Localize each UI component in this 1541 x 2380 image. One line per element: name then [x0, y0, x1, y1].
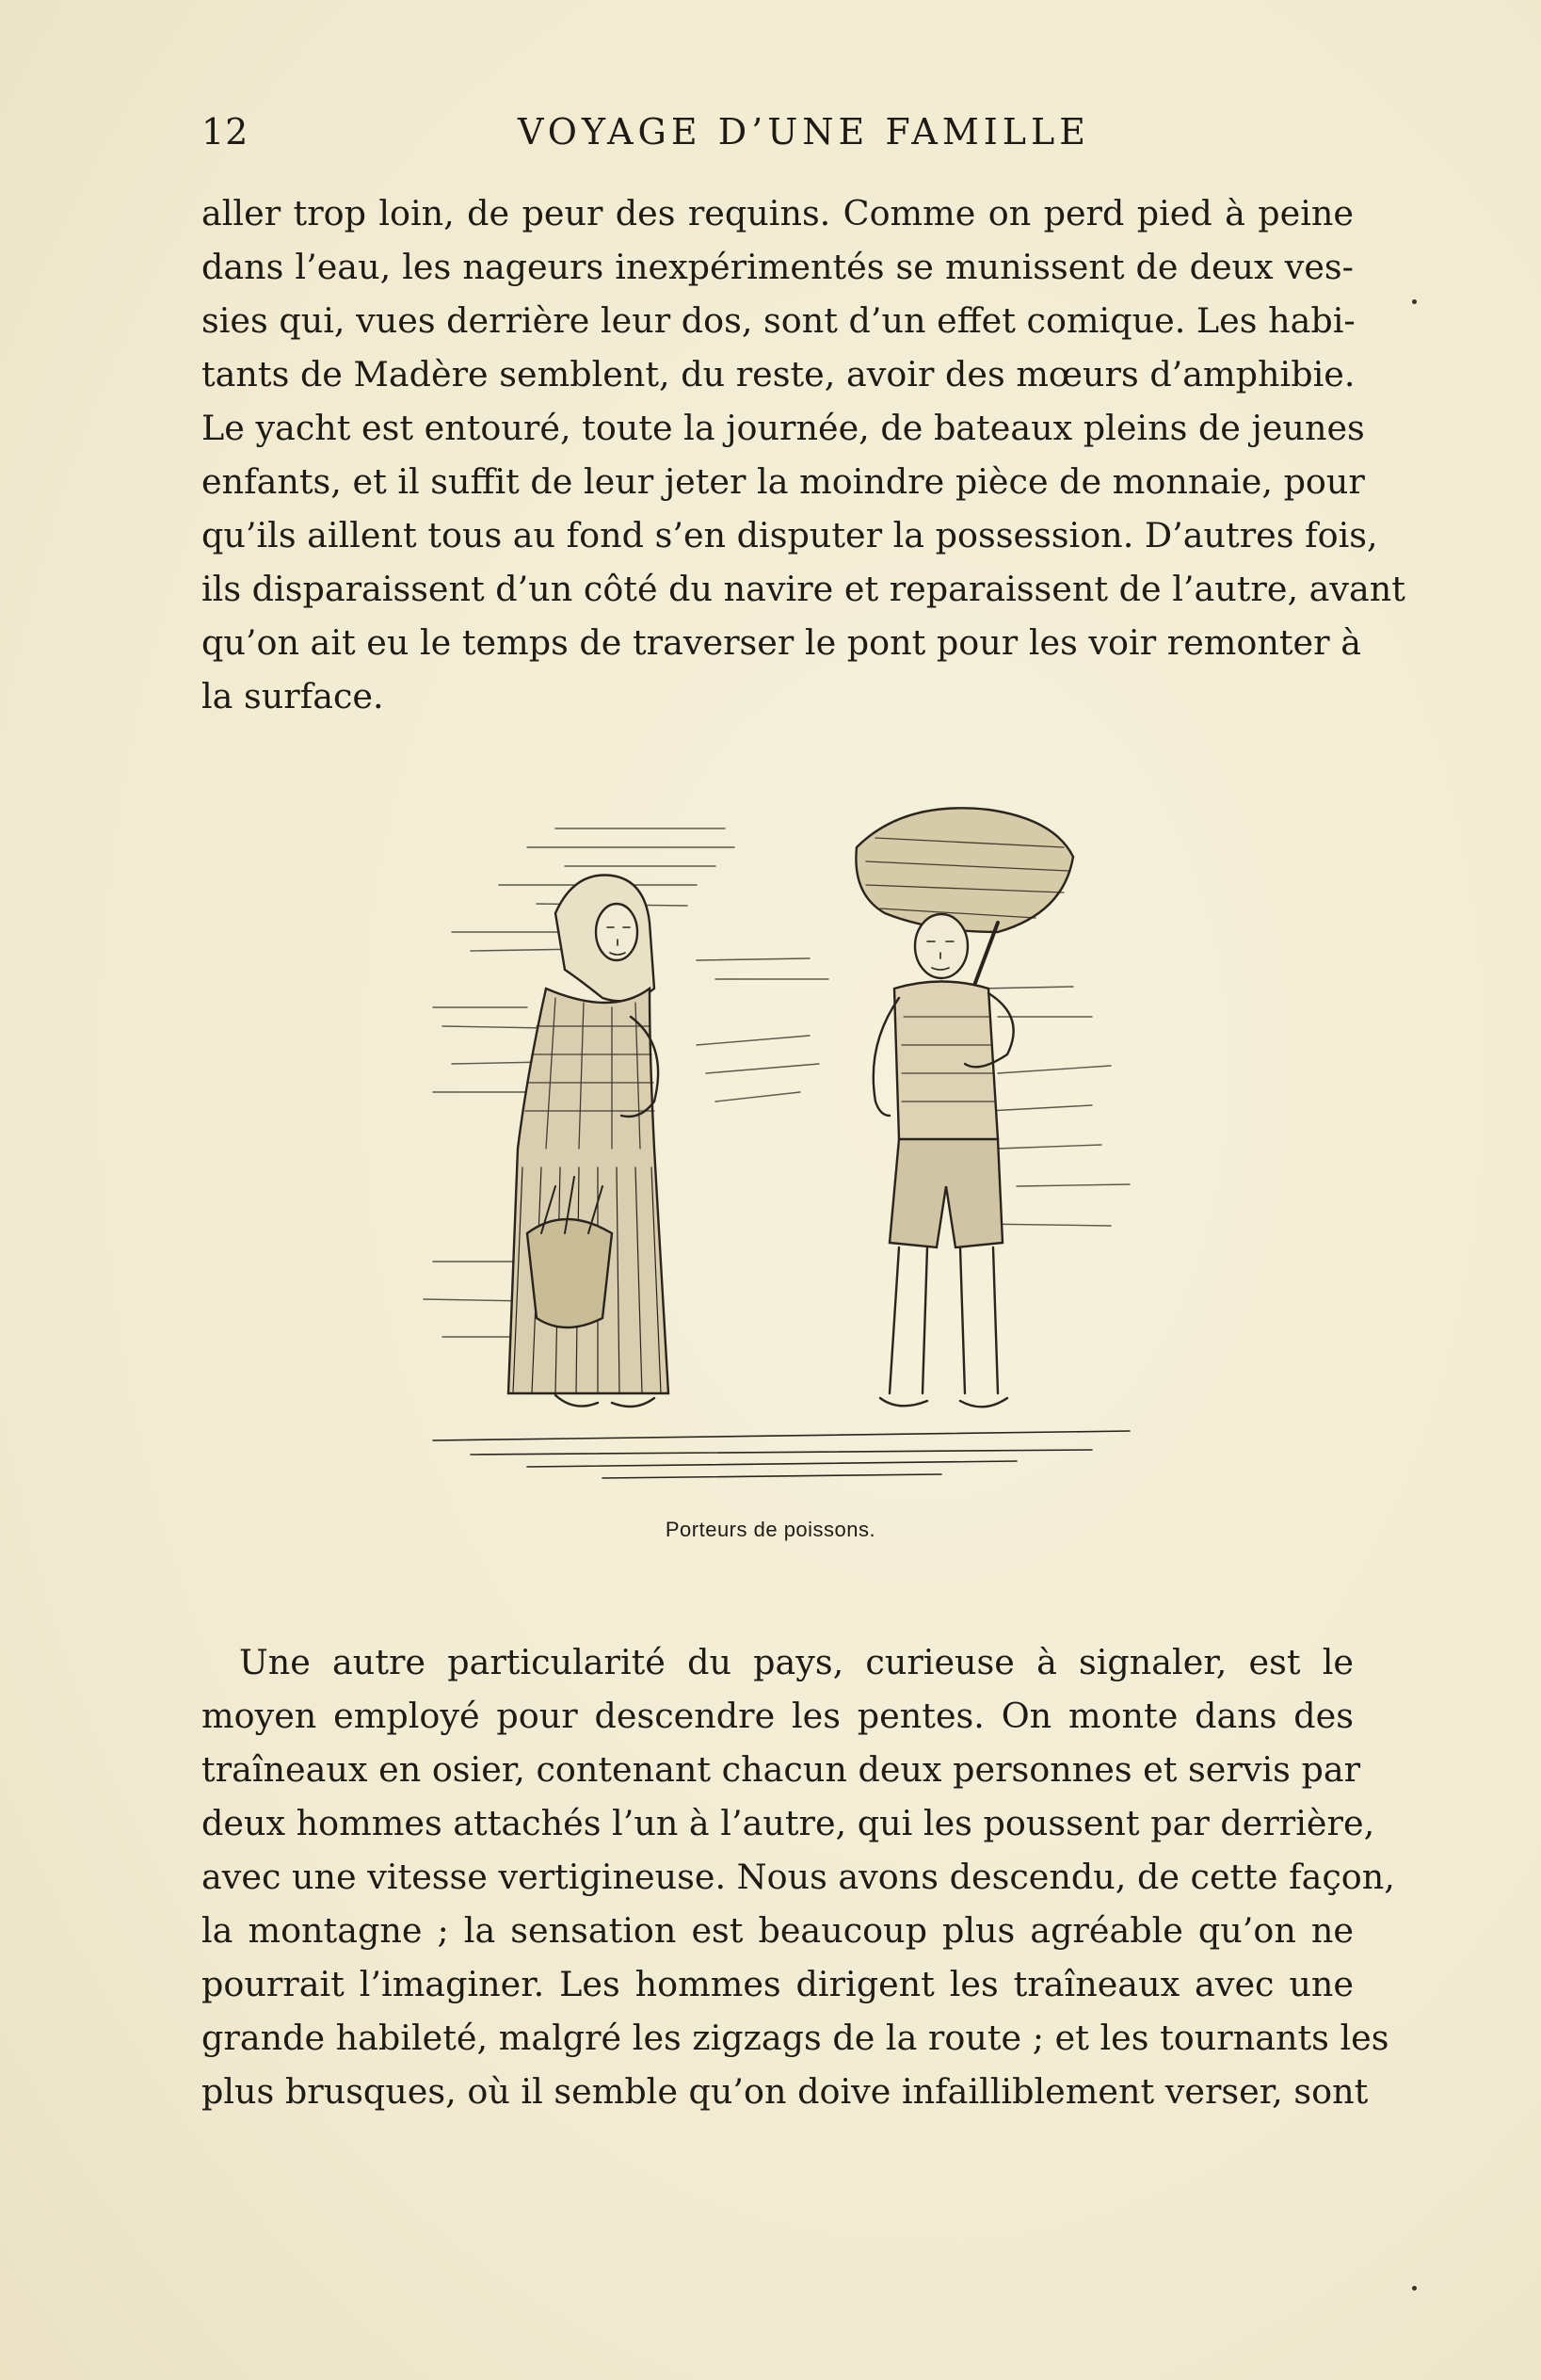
margin-speck: [1412, 2286, 1417, 2291]
text-line: pourrait l’imaginer. Les hommes dirigent les traîneaux avec une: [201, 1964, 1354, 2004]
text-line: enfants, et il suffit de leur jeter la moindre pièce de monnaie, pour: [201, 461, 1365, 502]
text-line: la montagne ; la sensation est beaucoup plus agréable qu’on ne: [201, 1910, 1354, 1951]
paragraph-1: [201, 186, 1405, 723]
paragraph-2: [201, 1635, 1395, 2118]
ground-hatching: [433, 1431, 1130, 1478]
text-line: traîneaux en osier, contenant chacun deux personnes et servis par: [201, 1749, 1361, 1790]
text-line: plus brusques, où il semble qu’on doive infailliblement verser, sont: [201, 2071, 1369, 2112]
woman-figure: [508, 876, 668, 1407]
text-line: la surface.: [201, 676, 384, 716]
text-line: sies qui, vues derrière leur dos, sont d’un effet comique. Les habi-: [201, 300, 1356, 341]
text-line: grande habileté, malgré les zigzags de la route ; et les tournants les: [201, 2018, 1389, 2058]
text-line: deux hommes attachés l’un à l’autre, qui les poussent par derrière,: [201, 1803, 1375, 1843]
text-line: Le yacht est entouré, toute la journée, de bateaux pleins de jeunes: [201, 408, 1365, 448]
text-line: Une autre particularité du pays, curieuse à signaler, est le: [239, 1642, 1354, 1682]
running-title: VOYAGE D’UNE FAMILLE: [518, 111, 1090, 153]
figure-caption: Porteurs de poissons.: [665, 1518, 876, 1541]
text-line: moyen employé pour descendre les pentes. On monte dans des: [201, 1696, 1354, 1736]
text-line: tants de Madère semblent, du reste, avoir des mœurs d’amphibie.: [201, 354, 1356, 394]
page-number: 12: [201, 111, 249, 153]
engraving-illustration: [414, 791, 1148, 1506]
text-line: ils disparaissent d’un côté du navire et reparaissent de l’autre, avant: [201, 569, 1405, 609]
running-head: [201, 111, 1350, 168]
text-line: dans l’eau, les nageurs inexpérimentés se munissent de deux ves-: [201, 247, 1354, 287]
text-line: qu’on ait eu le temps de traverser le pont pour les voir remonter à: [201, 622, 1361, 663]
text-line: avec une vitesse vertigineuse. Nous avons descendu, de cette façon,: [201, 1857, 1395, 1897]
margin-speck: [1412, 299, 1417, 304]
text-line: aller trop loin, de peur des requins. Comme on perd pied à peine: [201, 193, 1354, 233]
text-line: qu’ils aillent tous au fond s’en disputer la possession. D’autres fois,: [201, 515, 1378, 555]
